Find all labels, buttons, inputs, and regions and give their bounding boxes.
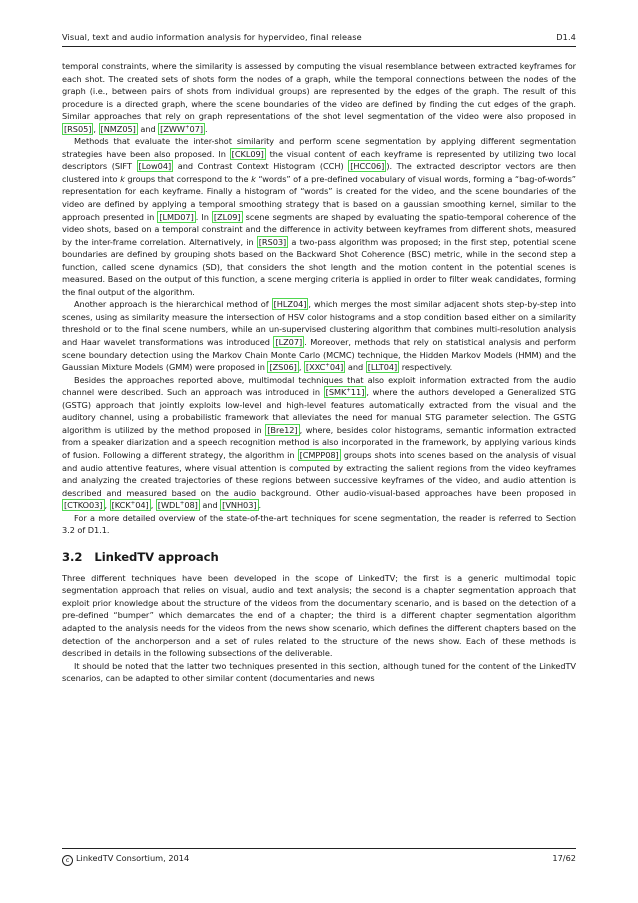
citation-link[interactable]: [ WDL+08 ] bbox=[156, 499, 200, 511]
citation-link[interactable]: [ SMK+11 ] bbox=[324, 386, 367, 398]
paragraph: Three different techniques have been developed in the scope of LinkedTV; the first is a generic multimodal topic segmentation approach that relies on visual, audio and text analysis; the second is a chapter segmentation approach that exploit prior knowledge about the structure of the videos from the documentary scenario, and is based on the detection of a pre-defined “bumper” which demarcates the end of a chapter; the third is a different chapter segmentation algorithm adapted to the analysis needs for the videos from the news show scenario, which defines the different chapters based on the detection of the anchorperson and a set of rules related to the structure of the news show. Each of these methods is described in details in the following subsections of the deliverable. bbox=[62, 572, 576, 659]
citation-link[interactable]: [ Bre12 ] bbox=[265, 424, 299, 436]
citation-link[interactable]: [ KCK+04 ] bbox=[110, 499, 151, 511]
footer-org: LinkedTV Consortium, 2014 bbox=[76, 853, 190, 863]
citation-link[interactable]: [ LZ07 ] bbox=[273, 336, 304, 348]
section-number: 3.2 bbox=[62, 549, 83, 564]
footer-rule bbox=[62, 848, 576, 849]
citation-link[interactable]: [ NMZ05 ] bbox=[99, 123, 138, 135]
paragraph: Another approach is the hierarchical method of [ HLZ04 ] , which merges the most similar adjacent shots step-by-step into scenes, using as similarity measure the intersection of HSV color histograms and a stop condition based either on a similarity threshold or to the final scene numbers, while an un-supervised clustering algorithm that combines multi-resolution analysis and Haar wavelet transformations was introduced [ LZ07 ] . Moreover, methods that rely on statistical analysis and perform scene boundary detection using the Markov Chain Monte Carlo (MCMC) technique, the Hidden Markov Models (HMM) and the Gaussian Mixture Models (GMM) were proposed in [ ZS06 ] , [ XXC+04 ] and [ LLT04 ] respectively. bbox=[62, 298, 576, 373]
paragraph: It should be noted that the latter two techniques presented in this section, although tuned for the content of the LinkedTV scenarios, can be adapted to other similar content (documentaries and news bbox=[62, 660, 576, 684]
page-footer bbox=[62, 853, 576, 866]
copyright-icon: c bbox=[62, 855, 73, 866]
section-title: LinkedTV approach bbox=[94, 549, 219, 564]
header-title: Visual, text and audio information analysis for hypervideo, final release bbox=[62, 32, 362, 42]
paragraph: For a more detailed overview of the state-of-the-art techniques for scene segmentation, the reader is referred to Section 3.2 of D1.1. bbox=[62, 512, 576, 536]
citation-link[interactable]: [ HCC06 ] bbox=[348, 160, 386, 172]
citation-link[interactable]: [ CKL09 ] bbox=[230, 148, 266, 160]
paragraph: Methods that evaluate the inter-shot similarity and perform scene segmentation by applying different segmentation strategies have been also proposed. In [ CKL09 ] the visual content of each keyframe is represented by utilizing two local descriptors (SIFT [ Low04 ] and Contrast Context Histogram (CCH) [ HCC06 ] ). The extracted descriptor vectors are then clustered into k groups that correspond to the k “words” of a pre-defined vocabulary of visual words, forming a “bag-of-words” representation for each keyframe. Finally a histogram of “words” is created for the video, and the scene boundaries of the video are defined by applying a temporal smoothing strategy that is based on a gaussian smoothing kernel, similar to the approach presented in [ LMD07 ] . In [ ZL09 ] scene segments are shaped by evaluating the spatio-temporal coherence of the video shots, based on a temporal constraint and the difference in activity between keyframes from different shots, measured by the inter-frame correlation. Alternatively, in [ RS03 ] a two-pass algorithm was proposed; in the first step, potential scene boundaries are defined by grouping shots based on the Backward Shot Coherence (BSC) metric, while in the second step a function, called scene dynamics (SD), that considers the shot length and the motion content in the potential scenes is measured. Based on the output of this function, a scene merging criteria is applied in order to filter weak candidates, forming the final output of the algorithm. bbox=[62, 135, 576, 298]
citation-link[interactable]: [ ZS06 ] bbox=[267, 361, 298, 373]
page-header bbox=[62, 32, 576, 42]
citation-link[interactable]: [ VNH03 ] bbox=[220, 499, 258, 511]
citation-link[interactable]: [ ZWW+07 ] bbox=[158, 123, 205, 135]
citation-link[interactable]: [ XXC+04 ] bbox=[304, 361, 345, 373]
footer-copyright bbox=[62, 853, 189, 866]
citation-link[interactable]: [ LMD07 ] bbox=[157, 211, 195, 223]
paragraph: Besides the approaches reported above, multimodal techniques that also exploit information extracted from the audio channel were described. Such an approach was introduced in [ SMK+11 ] , where the authors developed a Generalized STG (GSTG) approach that jointly exploits low-level and high-level features automatically extracted from the visual and the auditory channel, using a probabilistic framework that alleviates the need for manual STG parameter selection. The GSTG algorithm is utilized by the method proposed in [ Bre12 ] , where, besides color histograms, semantic information extracted from a speaker diarization and a speech recognition method is also incorporated in the framework, by applying various kinds of fusion. Following a different strategy, the algorithm in [ CMPP08 ] groups shots into scenes based on the analysis of visual and audio attentive features, where visual attention is computed by extracting the salient regions from the video keyframes and analyzing the created trajectories of these regions between successive keyframes of the video, and audio attention is described and measured based on the audio background. Other audio-visual-based approaches have been proposed in [ CTKO03 ] , [ KCK+04 ] , [ WDL+08 ] and [ VNH03 ] . bbox=[62, 374, 576, 512]
paragraph: temporal constraints, where the similarity is assessed by computing the visual resemblance between extracted keyframes for each shot. The created sets of shots form the nodes of a graph, while the temporal connections between the nodes of the graph (i.e., between pairs of shots from individual groups) are represented by the edges of the graph. The result of this procedure is a directed graph, where the scene boundaries of the video are defined by finding the cut edges of the graph. Similar approaches that rely on graph representations of the shot level segmentation of the video were also proposed in [ RS05 ] , [ NMZ05 ] and [ ZWW+07 ] . bbox=[62, 60, 576, 135]
citation-link[interactable]: [ ZL09 ] bbox=[212, 211, 243, 223]
citation-link[interactable]: [ CTKO03 ] bbox=[62, 499, 105, 511]
citation-link[interactable]: [ LLT04 ] bbox=[366, 361, 399, 373]
citation-link[interactable]: [ HLZ04 ] bbox=[272, 298, 309, 310]
citation-link[interactable]: [ Low04 ] bbox=[137, 160, 174, 172]
citation-link[interactable]: [ CMPP08 ] bbox=[298, 449, 341, 461]
section-heading bbox=[62, 550, 576, 564]
header-doc-id: D1.4 bbox=[556, 32, 576, 42]
citation-link[interactable]: [ RS05 ] bbox=[62, 123, 93, 135]
page-number: 17/62 bbox=[552, 853, 576, 863]
header-rule bbox=[62, 46, 576, 47]
citation-link[interactable]: [ RS03 ] bbox=[257, 236, 288, 248]
document-body bbox=[62, 60, 576, 685]
